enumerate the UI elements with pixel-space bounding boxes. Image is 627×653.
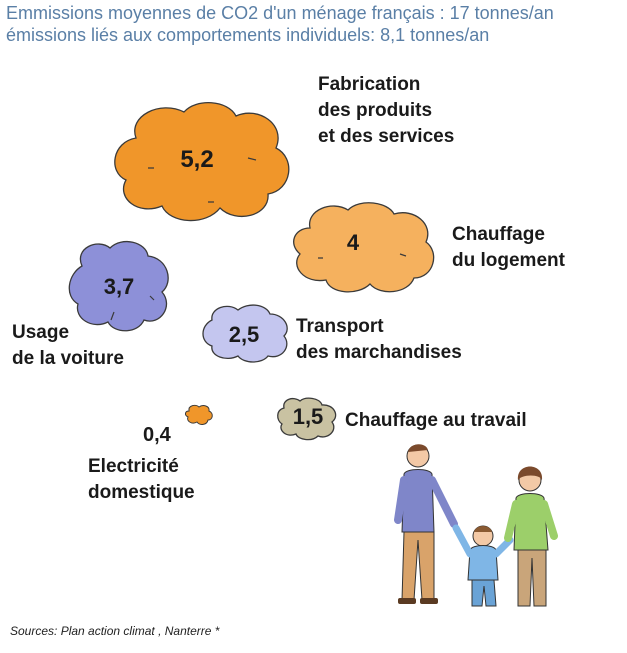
value-voiture: 3,7 (103, 274, 135, 299)
label-travail (345, 408, 527, 434)
label-electricite-line-1: Electricité (88, 456, 179, 477)
cloud-electricite (184, 404, 214, 426)
value-transport: 2,5 (228, 322, 260, 347)
label-transport-line-1: Transport (296, 316, 384, 337)
source-note: Sources: Plan action climat , Nanterre * (10, 624, 220, 638)
label-fabrication (318, 72, 454, 150)
value-travail: 1,5 (292, 404, 324, 429)
label-chauffage-logement (452, 222, 565, 274)
value-fabrication: 5,2 (180, 146, 214, 173)
label-chauffage-logement-line-1: Chauffage (452, 224, 545, 245)
header-line-2: émissions liés aux comportements individuels: 8,1 tonnes/an (6, 25, 490, 45)
label-voiture-line-1: Usage (12, 322, 70, 343)
label-voiture-line-2: de la voiture (12, 348, 124, 369)
label-fabrication-line-3: et des services (318, 126, 455, 147)
label-electricite (88, 454, 195, 506)
value-electricite: 0,4 (143, 424, 171, 446)
value-chauffage-logement: 4 (346, 230, 360, 255)
label-chauffage-logement-line-2: du logement (452, 250, 565, 271)
family-illustration (380, 440, 580, 618)
label-fabrication-line-2: des produits (318, 100, 433, 121)
label-transport (296, 314, 462, 366)
label-voiture (12, 320, 124, 372)
header-line-1: Emmissions moyennes de CO2 d'un ménage français : 17 tonnes/an (6, 3, 554, 23)
label-electricite-line-2: domestique (88, 482, 195, 503)
label-travail-line-1: Chauffage au travail (345, 410, 527, 431)
label-transport-line-2: des marchandises (296, 342, 462, 363)
label-fabrication-line-1: Fabrication (318, 74, 421, 95)
